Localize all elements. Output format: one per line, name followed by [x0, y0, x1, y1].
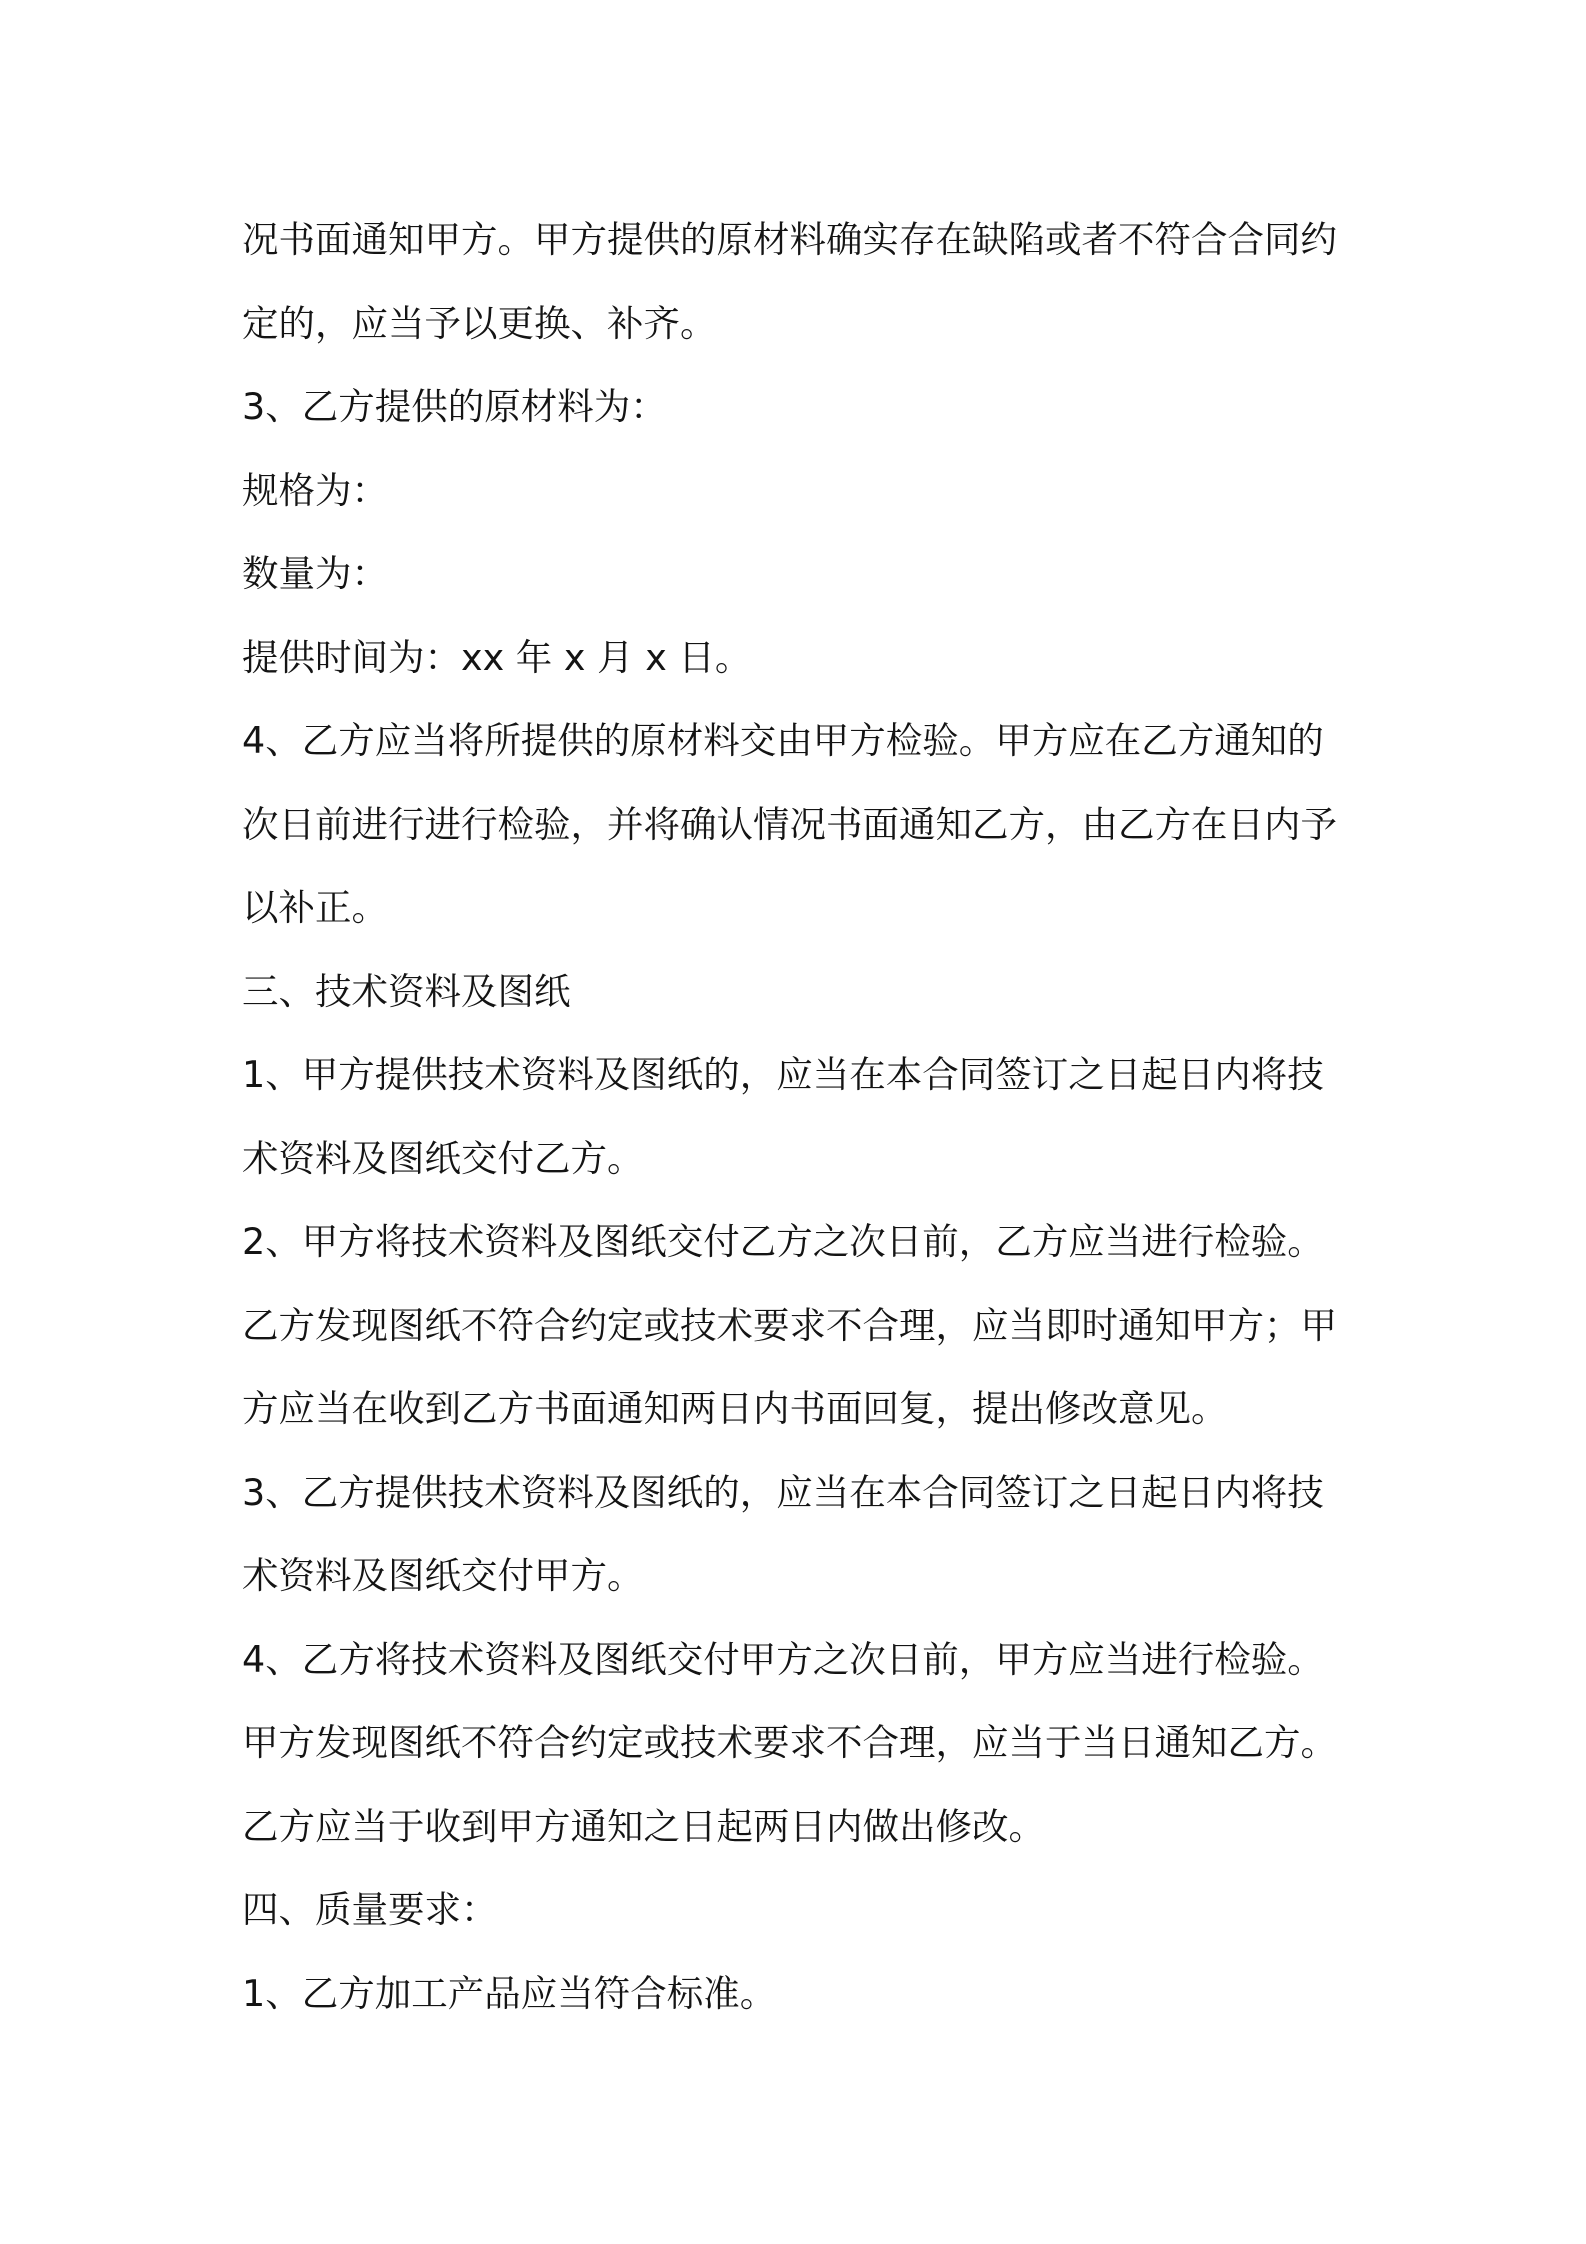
text-line: 2、甲方将技术资料及图纸交付乙方之次日前，乙方应当进行检验。 [242, 1220, 1324, 1263]
text-line: 3、乙方提供的原材料为： [242, 385, 667, 428]
text-line: 数量为： [242, 552, 388, 595]
text-line: 术资料及图纸交付乙方。 [242, 1136, 644, 1180]
text-line: 乙方发现图纸不符合约定或技术要求不合理，应当即时通知甲方；甲 [242, 1303, 1337, 1347]
text-line: 况书面通知甲方。甲方提供的原材料确实存在缺陷或者不符合合同约 [242, 218, 1337, 261]
text-line: 定的，应当予以更换、补齐。 [242, 301, 717, 345]
text-line: 次日前进行进行检验，并将确认情况书面通知乙方，由乙方在日内予 [242, 802, 1337, 846]
text-line: 规格为： [242, 468, 388, 512]
text-line: 术资料及图纸交付甲方。 [242, 1554, 644, 1597]
contract-body-text [242, 198, 1352, 2035]
text-line: 乙方应当于收到甲方通知之日起两日内做出修改。 [242, 1804, 1045, 1848]
text-line: 4、乙方应当将所提供的原材料交由甲方检验。甲方应在乙方通知的 [242, 719, 1324, 762]
text-line: 方应当在收到乙方书面通知两日内书面回复，提出修改意见。 [242, 1387, 1228, 1430]
text-line: 3、乙方提供技术资料及图纸的，应当在本合同签订之日起日内将技 [242, 1470, 1324, 1514]
text-line: 以补正。 [242, 886, 388, 929]
text-line: 甲方发现图纸不符合约定或技术要求不合理，应当于当日通知乙方。 [242, 1721, 1337, 1764]
text-line: 1、甲方提供技术资料及图纸的，应当在本合同签订之日起日内将技 [242, 1053, 1324, 1096]
text-line: 4、乙方将技术资料及图纸交付甲方之次日前，甲方应当进行检验。 [242, 1637, 1324, 1681]
text-line: 提供时间为：xx 年 x 月 x 日。 [242, 635, 752, 679]
section-heading: 四、质量要求： [242, 1888, 498, 1931]
text-line: 1、乙方加工产品应当符合标准。 [242, 1971, 777, 2015]
section-heading: 三、技术资料及图纸 [242, 969, 571, 1013]
